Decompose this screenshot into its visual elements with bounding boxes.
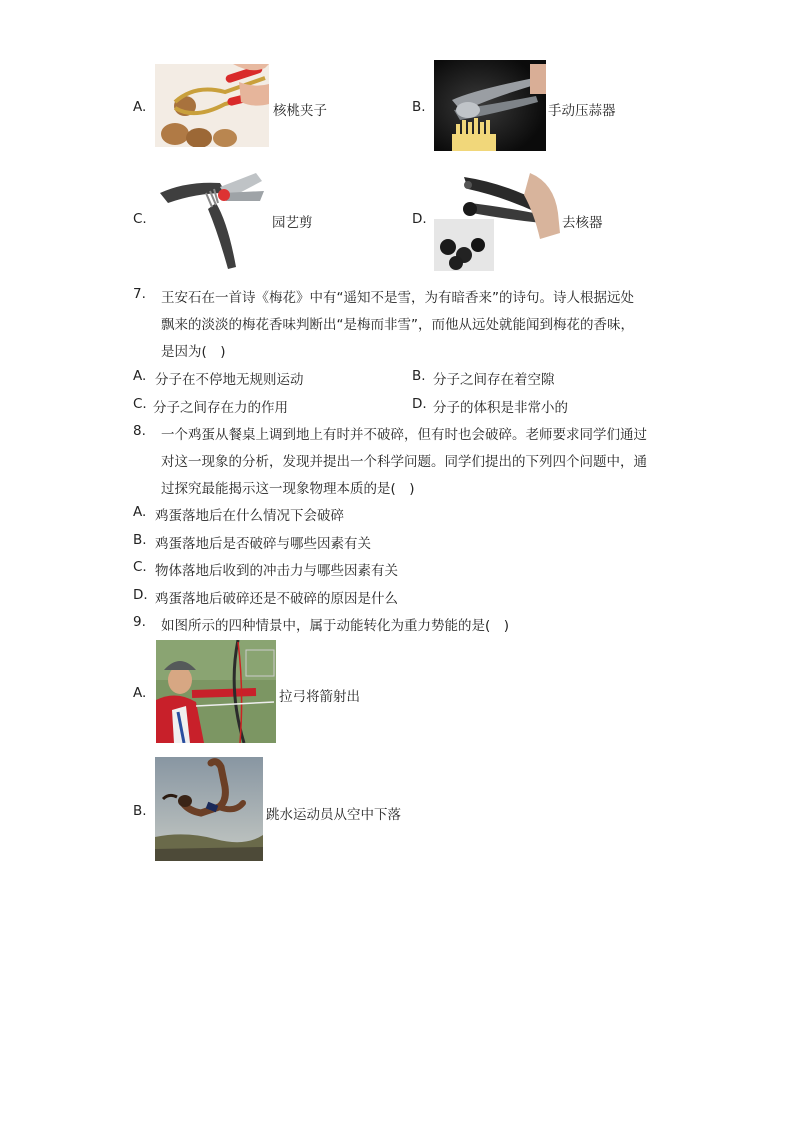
- option-text: 鸡蛋落地后在什么情况下会破碎: [155, 508, 344, 524]
- diver-image: [155, 757, 263, 861]
- option-letter: D.: [133, 587, 148, 603]
- option-caption: 去核器: [562, 215, 603, 231]
- garden-shears-image: [156, 163, 268, 271]
- option-letter: A.: [133, 685, 147, 701]
- option-letter: C.: [133, 211, 147, 227]
- option-text: 鸡蛋落地后是否破碎与哪些因素有关: [155, 536, 371, 552]
- option-letter: D.: [412, 211, 427, 227]
- question-stem-line: 一个鸡蛋从餐桌上调到地上有时并不破碎，但有时也会破碎。老师要求同学们通过: [161, 427, 647, 443]
- question-stem-line: 对这一现象的分析，发现并提出一个科学问题。同学们提出的下列四个问题中，通: [161, 454, 647, 470]
- question-stem-line: 飘来的淡淡的梅花香味判断出“是梅而非雪”，而他从远处就能闻到梅花的香味，: [161, 317, 634, 333]
- option-text: 鸡蛋落地后破碎还是不破碎的原因是什么: [155, 591, 398, 607]
- walnut-cracker-image: [155, 64, 269, 147]
- option-caption: 跳水运动员从空中下落: [266, 807, 401, 823]
- option-text: 分子在不停地无规则运动: [155, 372, 304, 388]
- option-caption: 拉弓将箭射出: [279, 689, 360, 705]
- option-letter: B.: [133, 803, 147, 819]
- option-letter: D.: [412, 396, 427, 412]
- option-letter: C.: [133, 559, 147, 575]
- option-letter: B.: [133, 532, 147, 548]
- question-number: 8.: [133, 423, 146, 439]
- question-number: 7.: [133, 286, 146, 302]
- option-letter: A.: [133, 99, 147, 115]
- option-letter: A.: [133, 368, 147, 384]
- option-caption: 手动压蒜器: [548, 103, 616, 119]
- cherry-pitter-image: [434, 163, 561, 271]
- question-stem: 如图所示的四种情景中，属于动能转化为重力势能的是( ): [161, 618, 510, 634]
- garlic-press-image: [434, 60, 546, 151]
- question-number: 9.: [133, 614, 146, 630]
- option-caption: 园艺剪: [272, 215, 313, 231]
- option-caption: 核桃夹子: [273, 103, 327, 119]
- question-stem-line: 王安石在一首诗《梅花》中有“遥知不是雪，为有暗香来”的诗句。诗人根据远处: [161, 290, 634, 306]
- option-text: 物体落地后收到的冲击力与哪些因素有关: [155, 563, 398, 579]
- option-text: 分子的体积是非常小的: [433, 400, 568, 416]
- option-letter: B.: [412, 99, 426, 115]
- option-text: 分子之间存在着空隙: [433, 372, 555, 388]
- option-text: 分子之间存在力的作用: [153, 400, 288, 416]
- archer-image: [156, 640, 276, 743]
- option-letter: B.: [412, 368, 426, 384]
- option-letter: A.: [133, 504, 147, 520]
- question-stem-line: 过探究最能揭示这一现象物理本质的是( ): [161, 481, 415, 497]
- option-letter: C.: [133, 396, 147, 412]
- question-stem-line: 是因为( ): [161, 344, 226, 360]
